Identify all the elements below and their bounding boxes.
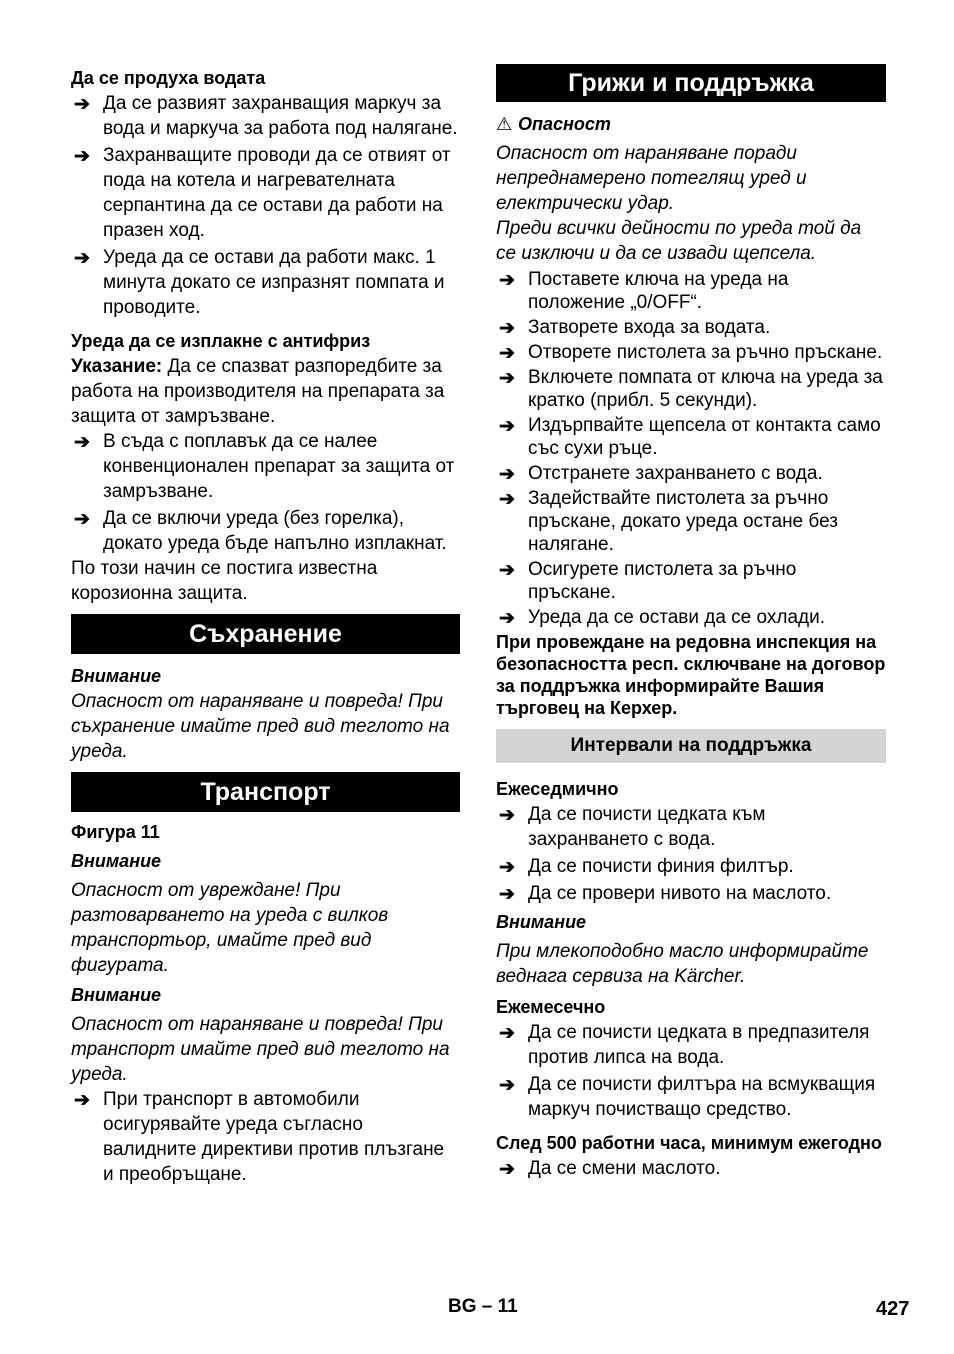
right-column — [496, 64, 886, 1181]
list-item: ➔ Задействайте пистолета за ръчно пръскане, докато уреда остане без налягане. — [499, 488, 838, 555]
arrow-right-icon: ➔ — [74, 432, 90, 453]
arrow-right-icon: ➔ — [499, 857, 515, 878]
list-item: ➔ Да се почисти финия филтър. — [499, 856, 794, 878]
storage-banner: Съхранение — [71, 614, 460, 654]
antifreeze-after: По този начин се постига известна корозионна защита. — [71, 558, 378, 604]
list-item: ➔ Издърпвайте щепсела от контакта само със сухи ръце. — [499, 415, 881, 459]
list-item: ➔ В съда с поплавък да се налее конвенционален препарат за защита от замръзване. — [74, 431, 455, 502]
list-item: ➔ При транспорт в автомобили осигурявайте уреда съгласно валидните директиви против плъзгане и преобръщане. — [74, 1089, 445, 1185]
danger-label: Опасност — [518, 114, 611, 134]
drain-heading: Да се продуха водата — [71, 68, 266, 88]
danger-text-2: Преди всички дейности по уреда той да се изключи и да се извади щепсела. — [496, 218, 862, 264]
warning-triangle-icon: ⚠ — [496, 114, 513, 134]
transport-caution2-label: Внимание — [71, 985, 162, 1005]
list-item: ➔ Отворете пистолета за ръчно пръскане. — [499, 342, 883, 364]
arrow-right-icon: ➔ — [499, 489, 515, 510]
transport-caution1-text: Опасност от увреждане! При разтоварването на уреда с вилков транспортьор, имайте пред вид фигурата. — [71, 880, 389, 976]
antifreeze-list — [71, 429, 460, 556]
arrow-right-icon: ➔ — [499, 1075, 515, 1096]
danger-text-1: Опасност от нараняване поради непреднамерено потеглящ уред и електрически удар. — [496, 143, 807, 214]
danger-label-row — [496, 112, 886, 137]
arrow-right-icon: ➔ — [499, 464, 515, 485]
arrow-right-icon: ➔ — [499, 884, 515, 905]
footer-section-label: BG – 11 — [448, 1296, 518, 1317]
intervals-heading: Интервали на поддръжка — [496, 729, 886, 763]
list-item: ➔ Уреда да се остави да работи макс. 1 минута докато се изпразнят помпата и проводите. — [74, 247, 445, 318]
list-item: ➔ Да се провери нивото на маслото. — [499, 883, 832, 905]
transport-list — [71, 1087, 460, 1187]
arrow-right-icon: ➔ — [499, 318, 515, 339]
monthly-heading: Ежемесечно — [496, 997, 606, 1017]
list-item: ➔ Включете помпата от ключа на уреда за кратко (прибл. 5 секунди). — [499, 367, 883, 411]
storage-caution-label: Внимание — [71, 666, 162, 686]
arrow-right-icon: ➔ — [499, 608, 515, 629]
antifreeze-heading: Уреда да се изплакне с антифриз — [71, 331, 371, 351]
hours-list — [496, 1156, 886, 1181]
oil-caution-label: Внимание — [496, 912, 587, 932]
arrow-right-icon: ➔ — [74, 248, 90, 269]
arrow-right-icon: ➔ — [499, 805, 515, 826]
transport-caution1-label: Внимание — [71, 851, 162, 871]
arrow-right-icon: ➔ — [499, 368, 515, 389]
left-column — [71, 64, 460, 1187]
list-item: ➔ Поставете ключа на уреда на положение „0/OFF“. — [499, 269, 789, 313]
list-item: ➔ Уреда да се остави да се охлади. — [499, 607, 826, 629]
list-item: ➔ Захранващите проводи да се отвият от пода на котела и нагревателната серпантина да се остави да работи на празен ход. — [74, 145, 451, 241]
arrow-right-icon: ➔ — [499, 1159, 515, 1180]
transport-banner: Транспорт — [71, 772, 460, 812]
arrow-right-icon: ➔ — [499, 1023, 515, 1044]
arrow-right-icon: ➔ — [499, 560, 515, 581]
arrow-right-icon: ➔ — [499, 270, 515, 291]
arrow-right-icon: ➔ — [499, 343, 515, 364]
list-item: ➔ Да се развият захранващия маркуч за вода и маркуча за работа под налягане. — [74, 93, 458, 139]
figure-reference: Фигура 11 — [71, 822, 160, 842]
arrow-right-icon: ➔ — [74, 146, 90, 167]
list-item: ➔ Затворете входа за водата. — [499, 317, 771, 339]
list-item: ➔ Да се почисти цедката към захранването с вода. — [499, 804, 766, 850]
monthly-list — [496, 1020, 886, 1122]
drain-list — [71, 91, 460, 320]
arrow-right-icon: ➔ — [74, 1090, 90, 1111]
oil-caution-text: При млекоподобно масло информирайте веднага сервиза на Kärcher. — [496, 941, 869, 987]
care-list — [496, 268, 886, 629]
weekly-list — [496, 802, 886, 906]
arrow-right-icon: ➔ — [74, 509, 90, 530]
page-number: 427 — [876, 1298, 910, 1320]
list-item: ➔ Да се почисти филтъра на всмукващия маркуч почистващо средство. — [499, 1074, 876, 1120]
inspection-note: При провеждане на редовна инспекция на безопасността респ. сключване на договор за поддръжка информирайте Вашия търговец на Керхер. — [496, 632, 886, 718]
list-item: ➔ Да се смени маслото. — [499, 1158, 721, 1180]
care-banner: Грижи и поддръжка — [496, 64, 886, 102]
list-item: ➔ Отстранете захранването с вода. — [499, 463, 823, 485]
storage-caution-text: Опасност от нараняване и повреда! При съхранение имайте пред вид теглото на уреда. — [71, 691, 450, 762]
list-item: ➔ Осигурете пистолета за ръчно пръскане. — [499, 559, 797, 603]
antifreeze-note: Указание: Да се спазват разпоредбите за работа на производителя на препарата за защита от замръзване. — [71, 356, 445, 427]
weekly-heading: Ежеседмично — [496, 779, 619, 799]
list-item: ➔ Да се почисти цедката в предпазителя против липса на вода. — [499, 1022, 870, 1068]
transport-caution2-text: Опасност от нараняване и повреда! При транспорт имайте пред вид теглото на уреда. — [71, 1014, 450, 1085]
arrow-right-icon: ➔ — [74, 94, 90, 115]
list-item: ➔ Да се включи уреда (без горелка), докато уреда бъде напълно изплакнат. — [74, 508, 447, 554]
arrow-right-icon: ➔ — [499, 416, 515, 437]
hours-heading: След 500 работни часа, минимум ежегодно — [496, 1133, 882, 1153]
